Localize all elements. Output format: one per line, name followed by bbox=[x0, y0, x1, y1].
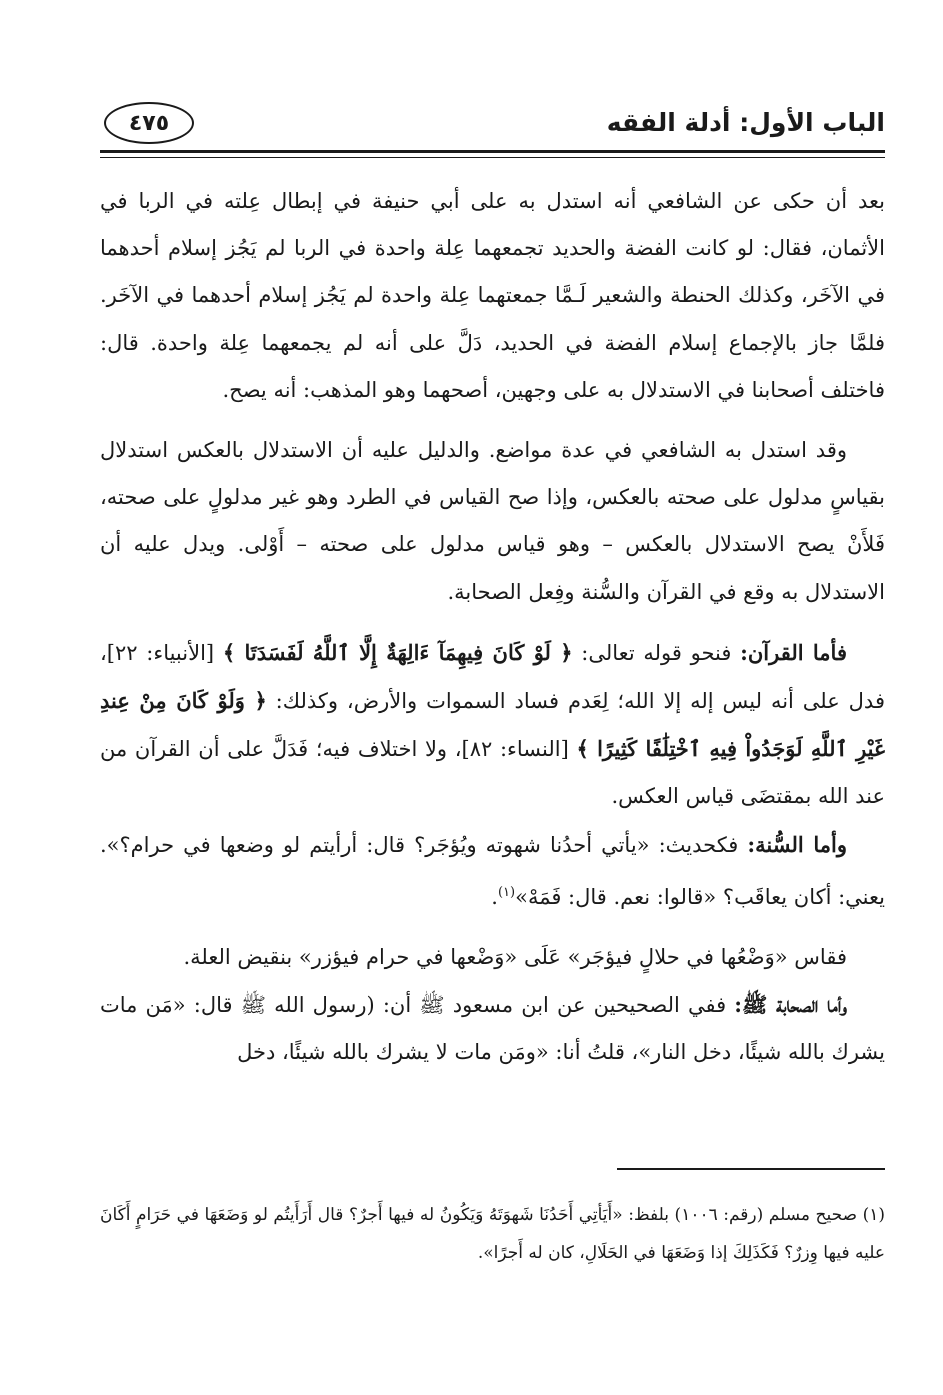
paragraph-text: فنحو قوله تعالى: bbox=[572, 640, 741, 665]
footnote bbox=[100, 1196, 885, 1272]
paragraph-text: [الأنبياء: ٢٢]، فدل على أنه ليس إله إلا الله؛ لِعَدم فساد السموات والأرض، وكذلك: bbox=[100, 640, 885, 714]
paragraph-quran bbox=[100, 629, 885, 821]
paragraph-text: [النساء: ٨٢]، ولا اختلاف فيه؛ فَدَلَّ على أن القرآن من عند الله بمقتضَى قياس العكس. bbox=[100, 737, 885, 809]
section-lead-quran: فأما القرآن: bbox=[740, 639, 847, 665]
page-body bbox=[100, 178, 885, 1090]
paragraph-5: فقاس «وَضْعُها في حلالٍ فيؤجَر» عَلَى «وَضْعها في حرام فيؤزر» بنقيض العلة. bbox=[183, 945, 847, 970]
footnote-separator bbox=[617, 1168, 885, 1170]
header-rule-thin bbox=[100, 157, 885, 158]
paragraph-2: وقد استدل به الشافعي في عدة مواضع. والدليل عليه أن الاستدلال بالعكس استدلال بقياسٍ مدلول على صحته بالعكس، وإذا صح القياس في الطرد وهو غير مدلولٍ على صحته، فَلأَنْ يصح الاستدلال بالعكس – وهو قياس مدلول على صحته – أَوْلى. ويدل عليه أن الاستدلال به وقع في القرآن والسُّنة وفِعل الصحابة. bbox=[100, 438, 885, 604]
page-header bbox=[100, 100, 885, 146]
paragraph-1: بعد أن حكى عن الشافعي أنه استدل به على أبي حنيفة في إبطال عِلته في الربا في الأثمان، فقال: لو كانت الفضة والحديد تجمعهما عِلة واحدة في الربا لم يَجُز إسلام أحدهما في الآخَر، وكذلك الحنطة والشعير لَـمَّا جمعتهما عِلة واحدة لم يَجُز إسلام أحدهما في الآخَر. فلمَّا جاز بالإجماع إسلام الفضة في الحديد، دَلَّ على أنه لم يجمعهما عِلة واحدة. قال: فاختلف أصحابنا في الاستدلال به على وجهين، أصحهما وهو المذهب: أنه يصح. bbox=[100, 189, 885, 402]
quran-verse: ﴿ وَلَوْ كَانَ مِنْ عِندِ غَيْرِ ٱللَّهِ لَوَجَدُواْ فِيهِ ٱخْتِلَٰفًا كَثِيرًا ﴾ bbox=[100, 688, 885, 762]
section-lead-sahaba: وأما الصحابة ﷺ: bbox=[734, 992, 847, 1018]
paragraph-text: ففي الصحيحين عن ابن مسعود ﷺ أن: (رسول الله ﷺ قال: «مَن مات يشرك بالله شيئًا، دخل النار»، قلتُ أنا: «ومَن مات لا يشرك بالله شيئًا، دخل bbox=[100, 993, 885, 1065]
quran-verse: ﴿ لَوْ كَانَ فِيهِمَآ ءَالِهَةٌ إِلَّا ٱللَّهُ لَفَسَدَتَا ﴾ bbox=[222, 639, 573, 665]
paragraph-sunnah bbox=[100, 821, 885, 921]
page-number: ٤٧٥ bbox=[104, 102, 194, 144]
header-rule-thick bbox=[100, 150, 885, 153]
footnote-reference[interactable]: (١) bbox=[497, 884, 516, 900]
chapter-title: الباب الأول: أدلة الفقه bbox=[606, 108, 885, 137]
paragraph-text: فكحديث: «يأتي أحدُنا شهوته ويُؤجَر؟ قال: أرأيتم لو وضعها في حرام؟». يعني: أكان يعاقَب؟ «قالوا: نعم. قال: فَمَهْ» bbox=[100, 832, 885, 909]
paragraph-sahaba bbox=[100, 981, 885, 1076]
section-lead-sunnah: وأما السُّنة: bbox=[747, 831, 847, 857]
footnote-text: (١) صحيح مسلم (رقم: ١٠٠٦) بلفظ: «أَيَأتِي أَحَدُنَا شَهوَتَهُ وَيَكُونُ له فيها أَجرٌ؟ قال أَرَأَيتُم لو وَضَعَهَا في حَرَامٍ أَكَانَ عليه فيها وِزرٌ؟ فَكَذَلِكَ إذا وَضَعَهَا في الحَلَالِ، كان له أَجرًا». bbox=[100, 1205, 885, 1263]
paragraph-text: . bbox=[491, 884, 498, 909]
